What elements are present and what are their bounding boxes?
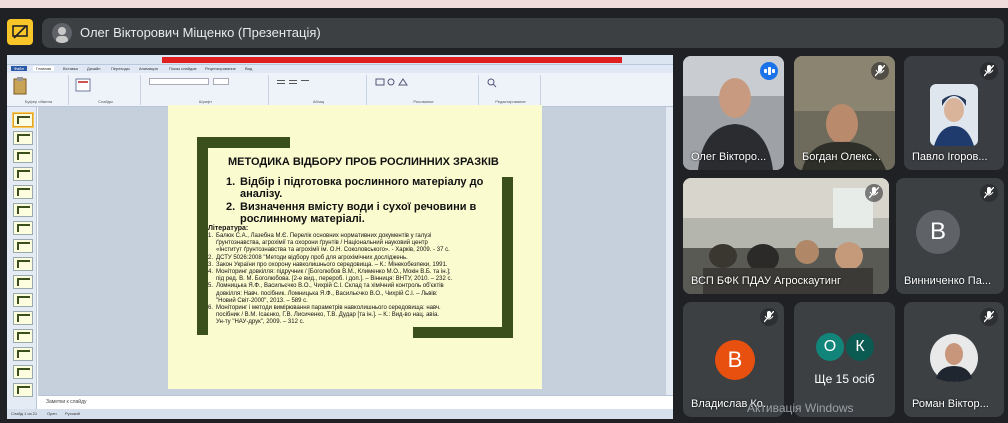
- literature-entry: "Новий Світ-2000", 2013. – 589 с.: [216, 297, 308, 304]
- ribbon: [7, 73, 673, 107]
- titlebar-highlight: [162, 57, 622, 63]
- literature-entry: довкілля: Навч. посібник. Ломницька Я.Ф., Васильєчко В.О., Чихрій С.І. – Львів:: [216, 290, 438, 297]
- ribbon-group-clipboard[interactable]: [9, 75, 69, 105]
- current-slide: [168, 105, 542, 389]
- avatar: К: [846, 333, 874, 361]
- mic-off-icon: [980, 184, 998, 202]
- top-strip: [0, 0, 1008, 8]
- mic-off-icon: [865, 184, 883, 202]
- slide-thumbnail[interactable]: [13, 239, 33, 253]
- slide-decor-bar: [197, 137, 290, 148]
- presenter-bar: [42, 18, 1004, 48]
- status-theme: Open: [47, 411, 57, 416]
- slide-thumbnail[interactable]: [13, 383, 33, 397]
- ribbon-group-paragraph[interactable]: [271, 75, 367, 105]
- notes-pane[interactable]: [38, 395, 673, 409]
- slide-thumbnail[interactable]: [13, 131, 33, 145]
- literature-entry: 4. Моніторинг довкілля: підручник / [Боголюбов В.М., Клименко М.О., Мокін В.Б. та ін.];: [208, 269, 451, 275]
- font-name-input[interactable]: [149, 78, 209, 85]
- participant-name: Олег Вікторо...: [691, 151, 767, 163]
- participant-tile[interactable]: [683, 178, 889, 294]
- tab-file[interactable]: Файл: [11, 66, 27, 71]
- presenter-avatar: [52, 23, 72, 43]
- tab-design[interactable]: Дизайн: [87, 66, 101, 71]
- tab-home[interactable]: Главная: [33, 66, 54, 71]
- participant-tile[interactable]: [794, 56, 895, 170]
- status-language: Русский: [65, 411, 80, 416]
- notes-placeholder: Заметки к слайду: [46, 399, 87, 405]
- slide-thumbnail[interactable]: [13, 347, 33, 361]
- slide-thumbnail[interactable]: [13, 203, 33, 217]
- literature-entry: 5. Ломницька Я.Ф., Васильєчко В.О., Чихрій С.І. Склад та хімічний контроль об'єктів: [208, 283, 444, 290]
- literature-entry: під ред. В. М. Боголюбова. [2-е вид., перероб. і доп.]. – Вінниця: ВНТУ, 2010. – 232 с.: [216, 276, 453, 283]
- slide-decor-bar: [502, 177, 513, 337]
- meeting-header: [0, 8, 1008, 52]
- powerpoint-titlebar: [7, 55, 673, 65]
- list-icon[interactable]: [277, 79, 317, 87]
- tab-view[interactable]: Вид: [245, 66, 253, 71]
- literature-entry: «Інститут ґрунтознавства та агрохімії ім. О.Н. Соколовського». - Харків, 2009. - 37 с.: [216, 247, 450, 254]
- tab-slideshow[interactable]: Показ слайдов: [169, 66, 197, 71]
- slide-thumbnail[interactable]: [13, 329, 33, 343]
- literature-entry: 3. Закон України про охорону навколишнього середовища. – К.: Мінекобезпеки, 1991.: [208, 261, 448, 268]
- participant-tile[interactable]: [683, 302, 784, 417]
- tab-animation[interactable]: Анимация: [139, 66, 158, 71]
- participant-tile[interactable]: [896, 178, 1004, 294]
- item-number: 2.: [226, 201, 236, 213]
- slide-thumbnail[interactable]: [13, 311, 33, 325]
- participant-name: Богдан Олекс...: [802, 151, 882, 163]
- slide-thumbnail[interactable]: [13, 149, 33, 163]
- more-participants-tile[interactable]: [794, 302, 895, 417]
- literature-entry: Ун-ту "НАУ-друк", 2009. – 312 с.: [216, 319, 305, 326]
- participant-name: Владислав Ко...: [691, 398, 773, 410]
- item-number: 1.: [226, 176, 236, 188]
- slide-thumbnail[interactable]: [13, 185, 33, 199]
- participant-tile[interactable]: [904, 302, 1004, 417]
- group-label: Абзац: [312, 99, 325, 104]
- slide-thumbnails: [7, 107, 37, 409]
- slide-thumbnail[interactable]: [13, 257, 33, 271]
- participant-name: Винниченко Па...: [904, 275, 992, 287]
- literature-heading: Література:: [208, 225, 249, 232]
- avatar: В: [715, 340, 755, 380]
- slide-thumbnail[interactable]: [13, 167, 33, 181]
- item-line: Визначення вмісту води і сухої речовини в: [240, 201, 477, 213]
- ribbon-group-drawing[interactable]: [369, 75, 479, 105]
- group-label: Рисование: [413, 99, 434, 104]
- slide-thumbnail[interactable]: [13, 293, 33, 307]
- tab-insert[interactable]: Вставка: [63, 66, 78, 71]
- group-label: Буфер обмена: [24, 99, 53, 104]
- participant-tile[interactable]: [683, 56, 784, 170]
- status-bar: [7, 409, 673, 419]
- participant-name: Павло Ігоров...: [912, 151, 988, 163]
- slide-thumbnail[interactable]: [13, 113, 33, 127]
- slide-item: [226, 201, 476, 225]
- literature-entry: посібник / В.М. Ісаєнко, Г.В. Лисиченко, Т.В. Дудар [та ін.]. – К.: Вид-во нац. авіа.: [216, 312, 439, 319]
- status-slide-count: Слайд 1 из 21: [11, 411, 38, 416]
- paste-icon[interactable]: [13, 77, 27, 95]
- shared-screen: [7, 55, 673, 419]
- group-label: Шрифт: [198, 99, 213, 104]
- participant-name: ВСП БФК ПДАУ Агроскаутинг: [691, 275, 841, 287]
- slide-decor-bar: [413, 327, 513, 338]
- item-line: аналізу.: [240, 188, 283, 200]
- participant-tile[interactable]: [904, 56, 1004, 170]
- windows-activation-watermark: Активація Windows: [747, 401, 854, 415]
- font-size-input[interactable]: [213, 78, 229, 85]
- slide-title: МЕТОДИКА ВІДБОРУ ПРОБ РОСЛИННИХ ЗРАЗКІВ: [228, 156, 499, 168]
- ribbon-group-editing[interactable]: [481, 75, 541, 105]
- item-line: рослинному матеріалі.: [240, 213, 365, 225]
- ribbon-group-slides[interactable]: [71, 75, 141, 105]
- participant-name: Роман Віктор...: [912, 398, 989, 410]
- tab-review[interactable]: Рецензирование: [205, 66, 236, 71]
- slide-thumbnail[interactable]: [13, 275, 33, 289]
- presenter-title: Олег Вікторович Міщенко (Презентація): [80, 25, 321, 40]
- presentation-icon[interactable]: [7, 19, 33, 45]
- mic-off-icon: [760, 308, 778, 326]
- group-label: Редактирование: [495, 99, 526, 104]
- mic-off-icon: [871, 62, 889, 80]
- avatar: В: [916, 210, 960, 254]
- avatar: О: [816, 333, 844, 361]
- group-label: Слайды: [98, 99, 113, 104]
- speaking-indicator-icon: [760, 62, 778, 80]
- mic-off-icon: [980, 308, 998, 326]
- tab-transitions[interactable]: Переходы: [111, 66, 130, 71]
- slide-thumbnail[interactable]: [13, 221, 33, 235]
- more-participants-label: Ще 15 осіб: [814, 372, 875, 386]
- new-slide-icon[interactable]: [75, 78, 91, 92]
- ribbon-tabs: [7, 65, 673, 73]
- ribbon-group-font[interactable]: [143, 75, 269, 105]
- slide-item: [226, 176, 483, 200]
- vertical-scrollbar[interactable]: [666, 107, 673, 395]
- literature-entry: 1. Балюк С.А., Лазебна М.Є. Перелік основних нормативних документів у галузі: [208, 233, 432, 239]
- shapes-icon[interactable]: [375, 78, 415, 92]
- item-line: Відбір і підготовка рослинного матеріалу до: [240, 176, 484, 188]
- slide-decor-bar: [197, 137, 208, 335]
- literature-entry: 2. ДСТУ 5026:2008 "Методи відбору проб для агрохімічних досліджень.: [208, 254, 408, 261]
- literature-entry: ґрунтознавства, агрохімії та охорони ґрунтів / Національний науковий центр: [216, 240, 428, 247]
- slide-thumbnail[interactable]: [13, 365, 33, 379]
- literature-entry: 6. Моніторинг і методи вимірювання параметрів навколишнього середовища: навч.: [208, 305, 441, 311]
- find-icon[interactable]: [487, 78, 497, 88]
- mic-off-icon: [980, 62, 998, 80]
